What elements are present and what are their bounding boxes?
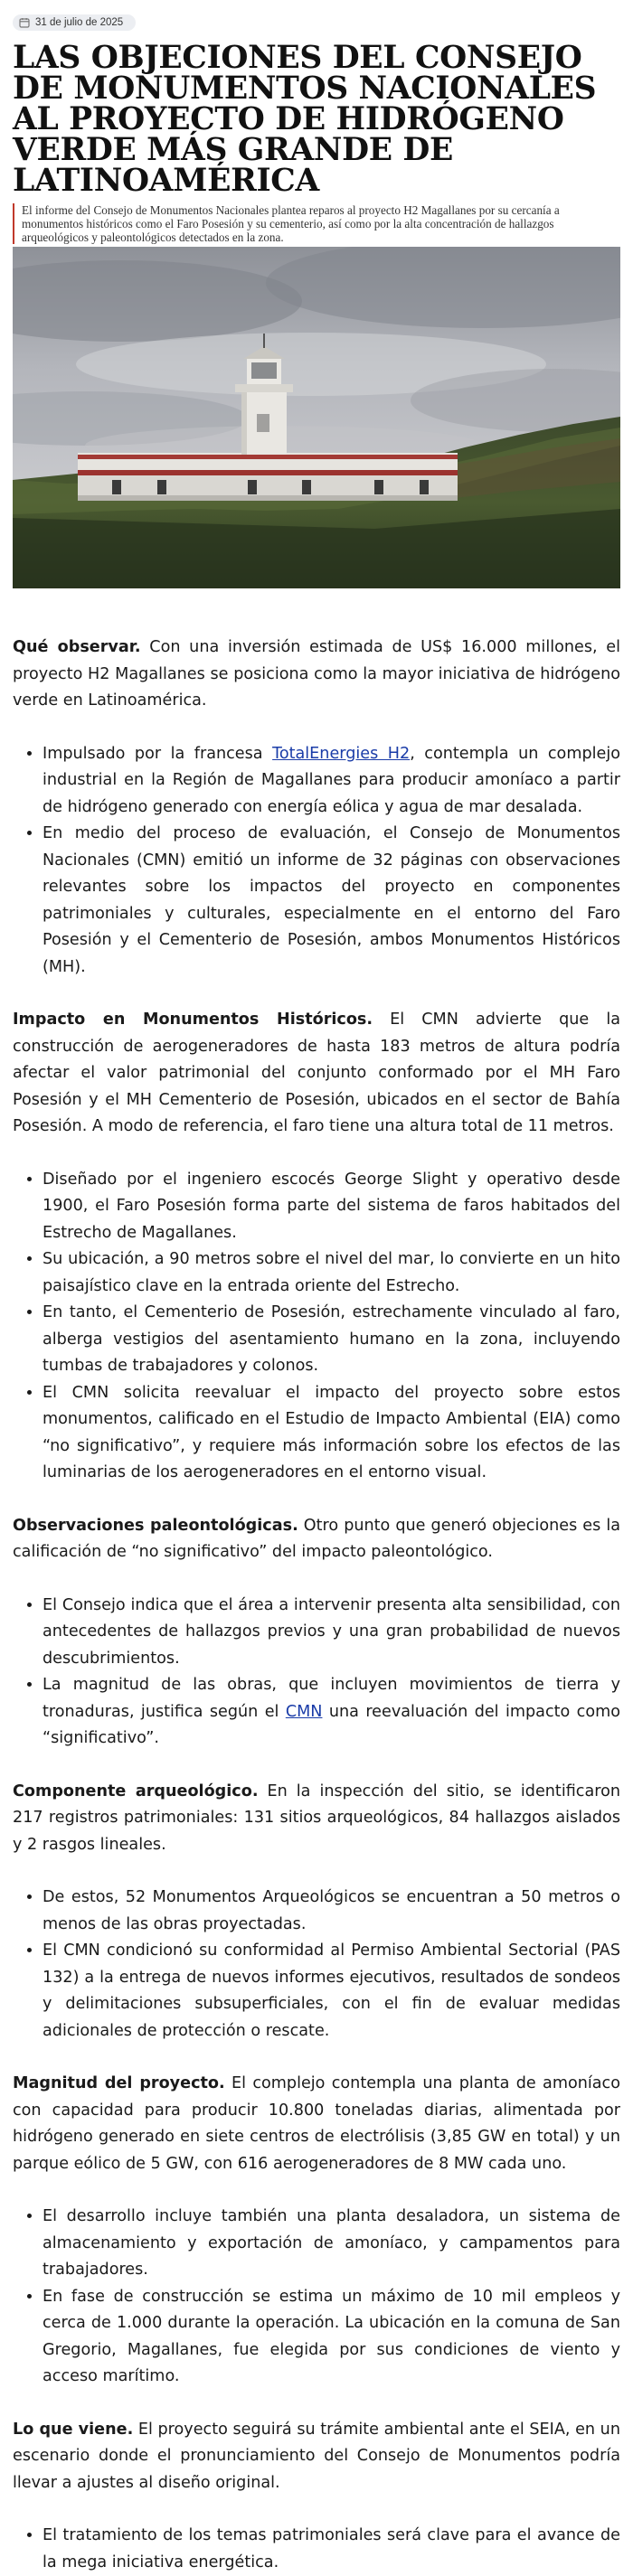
section-heading: Impacto en Monumentos Históricos.: [13, 1011, 373, 1029]
list-item: • El desarrollo incluye también una planta desaladora, un sistema de almacenamiento y exportación de amoníaco, y campamentos para trabajadores.: [43, 2204, 620, 2284]
section-paragraph: Observaciones paleontológicas. Otro punto que generó objeciones es la calificación de “no significativo” del impacto paleontológico.: [13, 1516, 620, 1561]
list-item: • En medio del proceso de evaluación, el Consejo de Monumentos Nacionales (CMN) emitió un informe de 32 páginas con observaciones relevantes sobre los impactos del proyecto en componentes patrimoniales y culturales, especialmente en el entorno del Faro Posesión y el Cementerio de Posesión, ambos Monumentos Históricos (MH).: [43, 821, 620, 981]
list-item: • El tratamiento de los temas patrimoniales será clave para el avance de la mega iniciativa energética.: [43, 2523, 620, 2576]
publish-date: 31 de julio de 2025: [35, 17, 124, 28]
section-paragraph: Lo que viene. El proyecto seguirá su trámite ambiental ante el SEIA, en un escenario donde el pronunciamiento del Consejo de Monumentos podría llevar a ajustes al diseño original.: [13, 2420, 620, 2492]
date-badge: [13, 14, 136, 31]
section-heading: Componente arqueológico.: [13, 1782, 259, 1800]
section-heading: Observaciones paleontológicas.: [13, 1516, 298, 1535]
bullet-list: [13, 1167, 620, 1487]
section-heading: Qué observar.: [13, 638, 141, 656]
cmn-link[interactable]: CMN: [285, 1702, 323, 1721]
list-item: • En tanto, el Cementerio de Posesión, estrechamente vinculado al faro, alberga vestigios del asentamiento humano en la zona, incluyendo tumbas de trabajadores y colonos.: [43, 1300, 620, 1380]
list-item: • De estos, 52 Monumentos Arqueológicos se encuentran a 50 metros o menos de las obras proyectadas.: [43, 1885, 620, 1938]
bullet-list: [13, 1593, 620, 1753]
calendar-icon: [19, 17, 30, 28]
article-headline: LAS OBJECIONES DEL CONSEJO DE MONUMENTOS NACIONALES AL PROYECTO DE HIDRÓGENO VERDE MÁS GRANDE DE LATINOAMÉRICA: [13, 40, 597, 199]
list-item: • El CMN condicionó su conformidad al Permiso Ambiental Sectorial (PAS 132) a la entrega de nuevos informes ejecutivos, resultados de sondeos y delimitaciones subsuperficiales, con el fin de evaluar medidas adicionales de protección o rescate.: [43, 1938, 620, 2045]
article-body: [13, 635, 620, 2576]
list-item: • El Consejo indica que el área a intervenir presenta alta sensibilidad, con antecedentes de hallazgos previos y una gran probabilidad de nuevos descubrimientos.: [43, 1593, 620, 1673]
section-paragraph: Magnitud del proyecto. El complejo contempla una planta de amoníaco con capacidad para producir 10.800 toneladas diarias, alimentada por hidrógeno generado en siete centros de electrólisis (3,85 GW en total) y un parque eólico de 5 GW, con 616 aerogeneradores de 8 MW cada uno.: [13, 2074, 620, 2173]
list-item: • En fase de construcción se estima un máximo de 10 mil empleos y cerca de 1.000 durante la operación. La ubicación en la comuna de San Gregorio, Magallanes, fue elegida por sus condiciones de viento y acceso marítimo.: [43, 2284, 620, 2391]
section-paragraph: Impacto en Monumentos Históricos. El CMN advierte que la construcción de aerogeneradores de hasta 183 metros de altura podría afectar el valor patrimonial del conjunto conformado por el MH Faro Posesión y el MH Cementerio de Posesión, ubicados en el sector de Bahía Posesión. A modo de referencia, el faro tiene una altura total de 11 metros.: [13, 1011, 620, 1135]
bullet-list: [13, 2204, 620, 2391]
section-heading: Magnitud del proyecto.: [13, 2074, 225, 2092]
list-item: • El CMN solicita reevaluar el impacto del proyecto sobre estos monumentos, calificado en el Estudio de Impacto Ambiental (EIA) como “no significativo”, y requiere más información sobre los efectos de las luminarias de los aerogeneradores en el entorno visual.: [43, 1380, 620, 1487]
list-item: • Diseñado por el ingeniero escocés George Slight y operativo desde 1900, el Faro Posesión forma parte del sistema de faros habitados del Estrecho de Magallanes.: [43, 1167, 620, 1247]
lighthouse-photo: [13, 247, 620, 588]
list-item: • Su ubicación, a 90 metros sobre el nivel del mar, lo convierte en un hito paisajístico clave en la entrada oriente del Estrecho.: [43, 1246, 620, 1300]
section-paragraph: Qué observar. Con una inversión estimada de US$ 16.000 millones, el proyecto H2 Magallanes se posiciona como la mayor iniciativa de hidrógeno verde en Latinoamérica.: [13, 638, 620, 710]
totalenergies-link[interactable]: TotalEnergies H2: [272, 744, 411, 763]
article-lead: El informe del Consejo de Monumentos Nacionales plantea reparos al proyecto H2 Magallanes por su cercanía a monumentos históricos como el Faro Posesión y su cementerio, así como por la alta concentración de hallazgos arqueológicos y paleontológicos detectados en la zona.: [13, 203, 620, 244]
list-item: • La magnitud de las obras, que incluyen movimientos de tierra y tronaduras, justifica según el CMN una reevaluación del impacto como “significativo”.: [43, 1672, 620, 1753]
section-paragraph: Componente arqueológico. En la inspección del sitio, se identificaron 217 registros patrimoniales: 131 sitios arqueológicos, 84 hallazgos aislados y 2 rasgos lineales.: [13, 1782, 621, 1854]
bullet-list: [13, 741, 620, 982]
list-item: • Impulsado por la francesa TotalEnergies H2, contempla un complejo industrial en la Región de Magallanes para producir amoníaco a partir de hidrógeno generado con energía eólica y agua de mar desalada.: [43, 741, 620, 822]
section-heading: Lo que viene.: [13, 2420, 134, 2439]
bullet-list: [13, 2523, 620, 2576]
bullet-list: [13, 1885, 620, 2045]
